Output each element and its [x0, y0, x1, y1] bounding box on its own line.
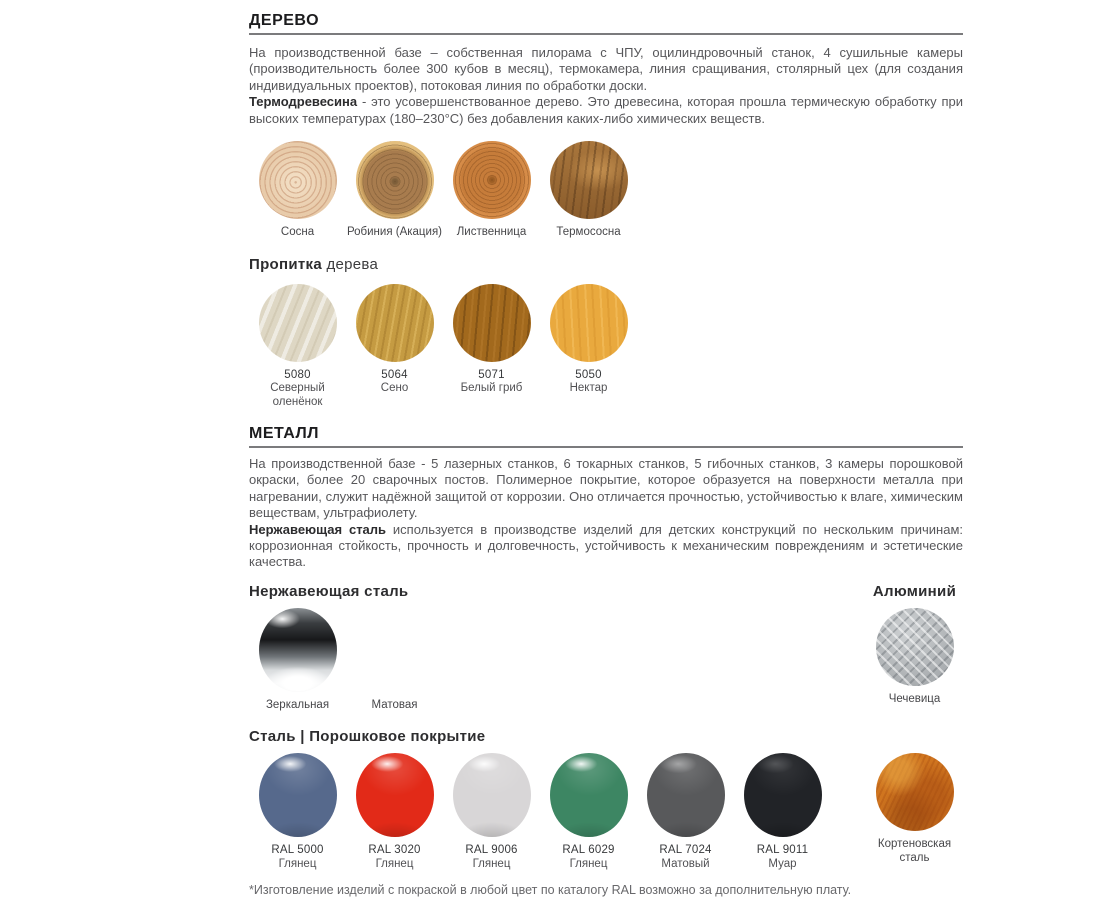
pine-cross-section-image	[259, 141, 337, 219]
swatch-5080	[249, 284, 346, 410]
swatch-aluminum-lentil	[866, 608, 963, 713]
swatch-label	[271, 844, 323, 871]
swatch-5071	[443, 284, 540, 410]
metal-paragraph-1: На производственной базе - 5 лазерных станков, 6 токарных станков, 5 гибочных станков, 3 камеры порошковой окраски, более 20 сварочных постов. Полимерное покрытие, которое образуется на поверхности металла при нагревании, служит надёжной защитой от коррозии. Оно отличается прочностью, устойчивостью к влаге, химическим веществам, ультрафиолету.	[249, 456, 963, 521]
swatch-label	[562, 844, 614, 871]
larch-cross-section-image	[453, 141, 531, 219]
metal-paragraph-2	[249, 522, 963, 571]
swatch-5050	[540, 284, 637, 410]
metal-paragraph-2-rest: используется в производстве изделий для детских конструкций по нескольким причинам: коррозионная стойкость, прочность и долговечность, устойчивость к механическим повреждениям и эстетические качества.	[249, 521, 964, 570]
swatch-label: Лиственница	[456, 226, 527, 239]
ral-code: RAL 3020	[368, 844, 421, 857]
swatch-label	[570, 369, 608, 396]
swatch-ral-3020	[346, 753, 443, 871]
ral-finish: Муар	[768, 857, 797, 870]
swatch-label: Чечевица	[888, 692, 941, 705]
ral-9011-sphere-image	[744, 753, 822, 837]
corten-steel-image	[876, 753, 954, 831]
mirror-steel-sphere-image	[259, 608, 337, 692]
swatch-label: Матовая	[371, 698, 418, 711]
impregnation-row	[249, 284, 963, 410]
metal-section-divider	[249, 446, 963, 448]
impregnation-5071-image	[453, 284, 531, 362]
impregnation-name: Северный оленёнок	[270, 382, 325, 408]
swatch-label	[465, 844, 517, 871]
swatch-stainless-mirror	[249, 608, 346, 713]
stainless-header-row	[249, 583, 963, 600]
ral-code: RAL 7024	[659, 844, 712, 857]
impregnation-code: 5050	[575, 368, 602, 381]
matte-steel-sphere-image	[356, 608, 434, 692]
ral-3020-sphere-image	[356, 753, 434, 837]
impregnation-code: 5064	[381, 368, 408, 381]
swatch-ral-5000	[249, 753, 346, 871]
swatch-robinia	[346, 141, 443, 240]
impregnation-name: Белый гриб	[460, 382, 523, 395]
wood-paragraph-2-rest: - это усовершенствованное дерево. Это древесина, которая прошла термическую обработку при высоких температурах (180–230°C) без добавления каких-либо химических веществ.	[249, 94, 963, 126]
swatch-thermopine	[540, 141, 637, 240]
ral-row	[249, 753, 963, 871]
wood-paragraph-2	[249, 94, 963, 127]
aluminum-diamond-plate-image	[876, 608, 954, 686]
ral-6029-sphere-image	[550, 753, 628, 837]
ral-finish: Глянец	[375, 857, 414, 870]
swatch-label	[368, 844, 420, 871]
swatch-corten-steel	[866, 753, 963, 871]
ral-code: RAL 9011	[756, 844, 809, 857]
impregnation-code: 5071	[478, 368, 505, 381]
impregnation-title-light: дерева	[326, 255, 379, 273]
impregnation-5050-image	[550, 284, 628, 362]
wood-section-divider	[249, 33, 963, 35]
swatch-ral-7024	[637, 753, 734, 871]
metal-paragraph-2-lead: Нержавеющая сталь	[249, 521, 387, 537]
swatch-label	[461, 369, 523, 396]
swatch-label: Термососна	[556, 226, 621, 239]
swatch-label: Кортеновская сталь	[877, 838, 952, 864]
swatch-label	[659, 844, 711, 871]
ral-code: RAL 9006	[465, 844, 518, 857]
ral-finish: Матовый	[661, 857, 710, 870]
impregnation-code: 5080	[284, 368, 311, 381]
impregnation-name: Сено	[380, 382, 409, 395]
ral-footnote: *Изготовление изделий с покраской в любой цвет по каталогу RAL возможно за дополнительную плату.	[249, 883, 852, 898]
swatch-label: Робиния (Акация)	[346, 226, 442, 239]
swatch-ral-6029	[540, 753, 637, 871]
impregnation-name: Нектар	[569, 382, 608, 395]
ral-code: RAL 6029	[562, 844, 615, 857]
impregnation-title-strong: Пропитка	[249, 255, 322, 273]
impregnation-title	[249, 256, 963, 273]
section-wood	[249, 12, 963, 409]
ral-code: RAL 5000	[271, 844, 324, 857]
swatch-label	[249, 369, 346, 410]
swatch-stainless-matte	[346, 608, 443, 713]
metal-section-title: МЕТАЛЛ	[249, 425, 319, 443]
swatch-ral-9006	[443, 753, 540, 871]
ral-finish: Глянец	[278, 857, 317, 870]
wood-paragraph-1: На производственной базе – собственная пилорама с ЧПУ, оцилиндровочный станок, 4 сушильные камеры (производительность более 300 кубов в месяц), термокамера, линия сращивания, столярный цех (для создания индивидуальных проектов), потоковая линия по обработки доски.	[249, 45, 963, 93]
section-metal	[249, 425, 963, 898]
impregnation-5064-image	[356, 284, 434, 362]
swatch-5064	[346, 284, 443, 410]
ral-finish: Глянец	[472, 857, 511, 870]
swatch-label	[381, 369, 408, 396]
wood-section-title: ДЕРЕВО	[249, 12, 320, 29]
ral-7024-sphere-image	[647, 753, 725, 837]
powder-coating-title: Сталь | Порошковое покрытие	[249, 728, 486, 746]
swatch-label: Сосна	[280, 226, 315, 239]
stainless-row	[249, 608, 963, 713]
robinia-cross-section-image	[356, 141, 434, 219]
wood-paragraph-2-lead: Термодревесина	[249, 94, 358, 110]
impregnation-5080-image	[259, 284, 337, 362]
swatch-label	[757, 844, 808, 871]
ral-9006-sphere-image	[453, 753, 531, 837]
swatch-pine	[249, 141, 346, 240]
swatch-label: Зеркальная	[265, 698, 330, 711]
wood-species-row	[249, 141, 963, 240]
stainless-title: Нержавеющая сталь	[249, 582, 409, 600]
swatch-larch	[443, 141, 540, 240]
thermopine-grain-image	[550, 141, 628, 219]
aluminum-title: Алюминий	[872, 582, 957, 600]
ral-5000-sphere-image	[259, 753, 337, 837]
ral-finish: Глянец	[569, 857, 608, 870]
swatch-ral-9011	[734, 753, 831, 871]
